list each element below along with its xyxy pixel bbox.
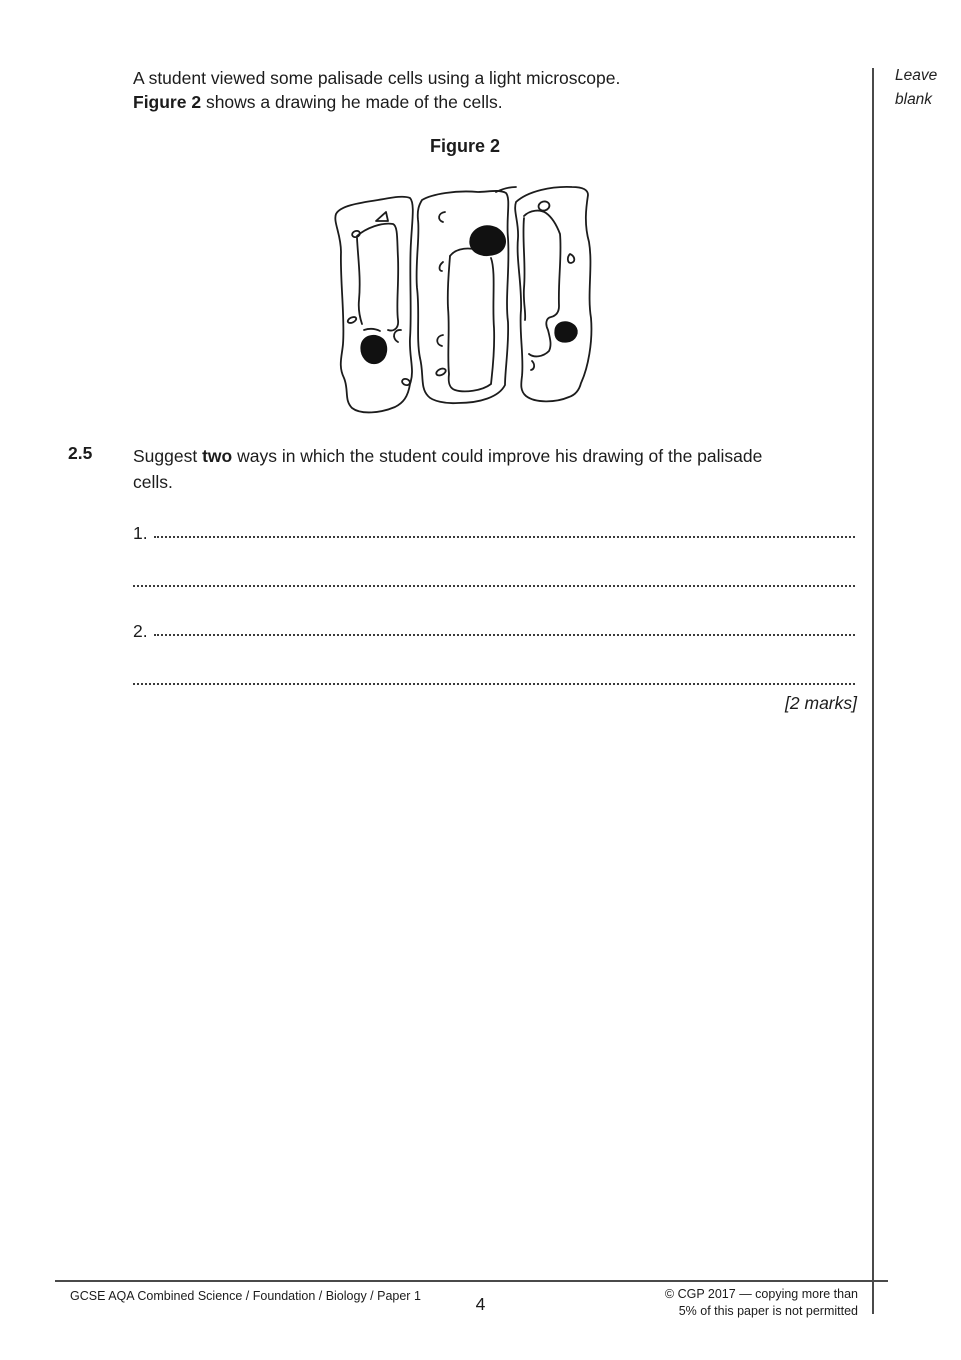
marks-label: [2 marks]: [785, 693, 857, 713]
cell-1-vacuole: [357, 224, 398, 331]
cell-3-chloroplast: [538, 200, 551, 212]
cell-2-vacuole: [448, 256, 494, 391]
leave-blank-line2: blank: [895, 91, 933, 108]
cell-2-nucleus: [470, 226, 506, 256]
cell-3: [515, 187, 591, 402]
cell-2-chloroplast: [435, 367, 447, 377]
cell-1-wall: [335, 197, 412, 413]
answer-line-3-prefix: 2.: [133, 621, 148, 641]
intro-line-2: Figure 2 shows a drawing he made of the cells.: [133, 92, 503, 112]
answer-line-3[interactable]: [133, 592, 855, 641]
figure-title: Figure 2: [429, 136, 500, 156]
cell-3-vacuole: [523, 218, 525, 320]
answer-line-3-dots[interactable]: [154, 634, 855, 636]
cell-2-chloroplast: [437, 335, 443, 346]
question-bold-word: two: [202, 446, 233, 466]
palisade-cells-drawing: [300, 160, 640, 428]
question-intro: [133, 66, 753, 114]
page-number: 4: [475, 1294, 486, 1314]
cell-3-chloroplast: [531, 361, 534, 370]
cell-3-chloroplast: [568, 254, 574, 263]
leave-blank-line1: Leave: [895, 67, 938, 84]
margin-divider-line: [872, 68, 874, 1314]
footer-copyright-line1: © CGP 2017 — copying more than: [664, 1287, 858, 1301]
cell-1-chloroplast: [351, 230, 361, 238]
cell-3-wall: [515, 187, 591, 402]
question-number: 2.5: [68, 443, 93, 463]
footer-copyright-line2: 5% of this paper is not permitted: [678, 1304, 858, 1318]
cell-1-chloroplast: [376, 212, 388, 221]
figure-reference: Figure 2: [133, 92, 202, 112]
cell-1-vacuole: [357, 238, 362, 324]
cell-3-nucleus: [555, 322, 577, 342]
answer-line-2[interactable]: [133, 543, 855, 592]
cell-2-chloroplast: [439, 212, 445, 222]
leave-blank-note: [895, 64, 937, 112]
cell-1: [335, 197, 412, 413]
answer-line-1-prefix: 1.: [133, 523, 148, 543]
footer-course-label: GCSE AQA Combined Science / Foundation / Biology / Paper 1: [70, 1289, 421, 1303]
intro-line-1: A student viewed some palisade cells using a light microscope.: [133, 68, 621, 88]
cell-2-chloroplast: [440, 262, 444, 271]
cell-1-chloroplast: [394, 330, 401, 342]
cell-1-nucleus: [361, 335, 387, 363]
footer-copyright: [665, 1286, 858, 1320]
answer-line-4[interactable]: [133, 641, 855, 690]
question-text: Suggest two ways in which the student could improve his drawing of the palisade cells.: [133, 446, 763, 492]
cell-2-wall: [417, 191, 509, 403]
cell-1-vacuole: [364, 329, 380, 331]
answer-line-4-dots[interactable]: [133, 683, 855, 685]
cell-1-chloroplast: [347, 316, 357, 324]
footer-divider-line: [55, 1280, 888, 1282]
answer-line-1-dots[interactable]: [154, 536, 855, 538]
answer-line-2-dots[interactable]: [133, 585, 855, 587]
answer-line-1[interactable]: [133, 494, 855, 543]
cell-2: [417, 187, 516, 403]
cell-1-chloroplast: [401, 378, 411, 386]
cell-2-wall: [496, 187, 516, 192]
answer-area: [133, 494, 855, 690]
